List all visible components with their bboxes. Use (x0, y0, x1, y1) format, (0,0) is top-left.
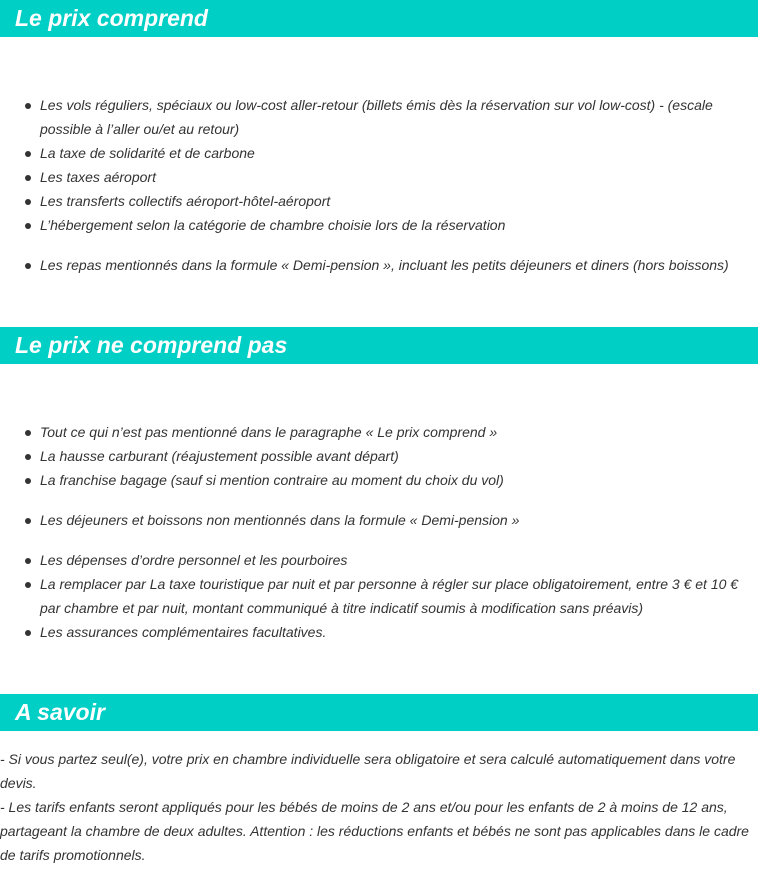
excludes-item: La franchise bagage (sauf si mention contraire au moment du choix du vol) (0, 468, 758, 492)
excludes-item: Les dépenses d’ordre personnel et les pourboires (0, 548, 758, 572)
section-title-excludes: Le prix ne comprend pas (15, 332, 288, 358)
includes-list (0, 93, 758, 277)
info-block (0, 747, 755, 867)
excludes-item: Les déjeuners et boissons non mentionnés dans la formule « Demi-pension » (0, 508, 758, 532)
excludes-list (0, 420, 758, 644)
section-header-includes (0, 0, 758, 37)
info-paragraph: - Si vous partez seul(e), votre prix en chambre individuelle sera obligatoire et sera calculé automatiquement dans votre devis. (0, 751, 736, 791)
includes-item: L’hébergement selon la catégorie de chambre choisie lors de la réservation (0, 213, 758, 237)
includes-item: Les transferts collectifs aéroport-hôtel-aéroport (0, 189, 758, 213)
section-header-info (0, 694, 758, 731)
includes-item: Les repas mentionnés dans la formule « Demi-pension », incluant les petits déjeuners et diners (hors boissons) (0, 253, 758, 277)
section-title-info: A savoir (15, 699, 105, 725)
excludes-item: La hausse carburant (réajustement possible avant départ) (0, 444, 758, 468)
includes-item: La taxe de solidarité et de carbone (0, 141, 758, 165)
excludes-item: Tout ce qui n’est pas mentionné dans le paragraphe « Le prix comprend » (0, 420, 758, 444)
includes-item: Les taxes aéroport (0, 165, 758, 189)
includes-item: Les vols réguliers, spéciaux ou low-cost aller-retour (billets émis dès la réservation sur vol low-cost) - (escale possible à l’aller ou/et au retour) (0, 93, 758, 141)
info-paragraph: - Les tarifs enfants seront appliqués pour les bébés de moins de 2 ans et/ou pour les enfants de 2 à moins de 12 ans, partageant la chambre de deux adultes. Attention : les réductions enfants et bébés ne sont pas applicables dans le cadre de tarifs promotionnels. (0, 799, 749, 863)
section-header-excludes (0, 327, 758, 364)
excludes-item: Les assurances complémentaires facultatives. (0, 620, 758, 644)
section-title-includes: Le prix comprend (15, 5, 208, 31)
excludes-item: La remplacer par La taxe touristique par nuit et par personne à régler sur place obligatoirement, entre 3 € et 10 € par chambre et par nuit, montant communiqué à titre indicatif soumis à modification sans préavis) (0, 572, 758, 620)
